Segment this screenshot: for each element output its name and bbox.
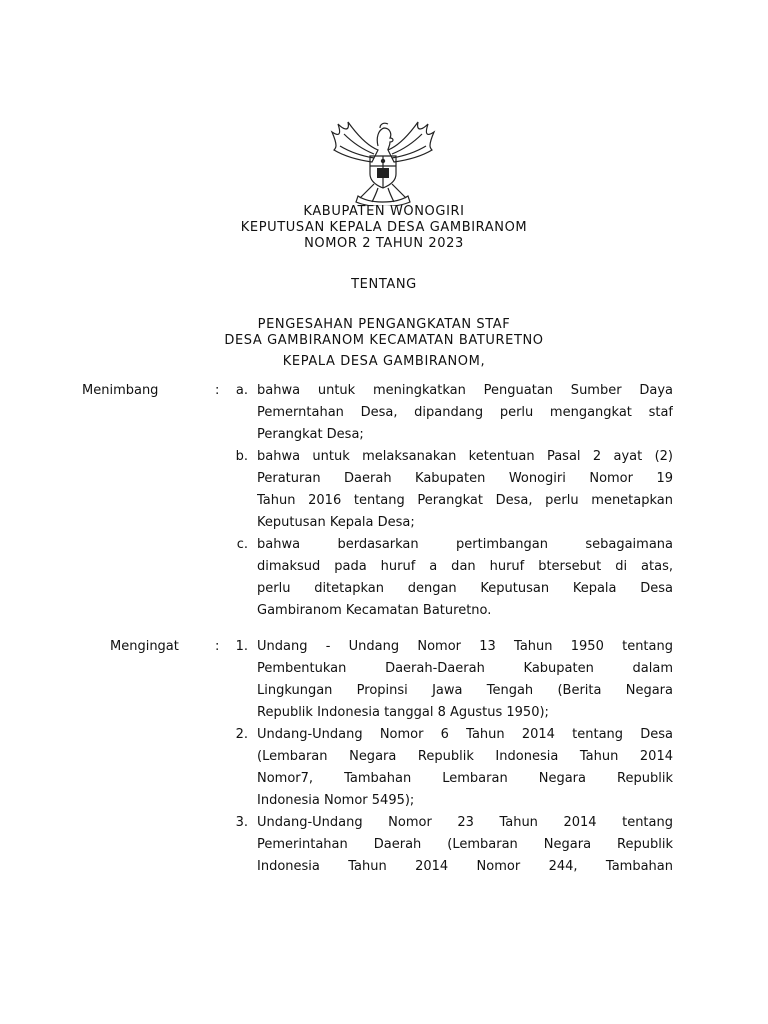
mengingat-1-line-3: Lingkungan Propinsi Jawa Tengah (Berita Negara: [257, 683, 673, 698]
mengingat-2-line-3: Nomor7, Tambahan Lembaran Negara Republik: [257, 771, 673, 786]
menimbang-a-line-3: Perangkat Desa;: [257, 427, 364, 442]
subject-line-2: DESA GAMBIRANOM KECAMATAN BATURETNO: [224, 333, 544, 348]
mengingat-1-line-4: Republik Indonesia tanggal 8 Agustus 1950);: [257, 705, 549, 720]
menimbang-marker-a: a.: [235, 383, 248, 398]
mengingat-marker-3: 3.: [235, 815, 248, 830]
menimbang-a-line-2: Pemerntahan Desa, dipandang perlu mengangkat staf: [257, 405, 673, 420]
mengingat-colon: :: [215, 639, 220, 654]
mengingat-marker-1: 1.: [235, 639, 248, 654]
menimbang-c-line-2: dimaksud pada huruf a dan huruf btersebut di atas,: [257, 559, 673, 574]
menimbang-label: Menimbang: [82, 383, 159, 398]
mengingat-2-line-2: (Lembaran Negara Republik Indonesia Tahun 2014: [257, 749, 673, 764]
menimbang-b-line-2: Peraturan Daerah Kabupaten Wonogiri Nomor 19: [257, 471, 673, 486]
menimbang-colon: :: [215, 383, 220, 398]
mengingat-3-line-3: Indonesia Tahun 2014 Nomor 244, Tambahan: [257, 859, 673, 874]
official-title: KEPALA DESA GAMBIRANOM,: [282, 354, 486, 369]
mengingat-1-line-2: Pembentukan Daerah-Daerah Kabupaten dalam: [257, 661, 673, 676]
menimbang-c-line-1: bahwa berdasarkan pertimbangan sebagaimana: [257, 537, 673, 552]
subject-line-1: PENGESAHAN PENGANGKATAN STAF: [257, 317, 511, 332]
garuda-emblem: [328, 116, 438, 206]
mengingat-1-line-1: Undang - Undang Nomor 13 Tahun 1950 tentang: [257, 639, 673, 654]
menimbang-b-line-3: Tahun 2016 tentang Perangkat Desa, perlu menetapkan: [257, 493, 673, 508]
mengingat-2-line-1: Undang-Undang Nomor 6 Tahun 2014 tentang Desa: [257, 727, 673, 742]
menimbang-c-line-3: perlu ditetapkan dengan Keputusan Kepala Desa: [257, 581, 673, 596]
regency-name: KABUPATEN WONOGIRI: [303, 204, 465, 219]
menimbang-marker-c: c.: [236, 537, 248, 552]
mengingat-2-line-4: Indonesia Nomor 5495);: [257, 793, 415, 808]
menimbang-b-line-1: bahwa untuk melaksanakan ketentuan Pasal 2 ayat (2): [257, 449, 673, 464]
decree-number: NOMOR 2 TAHUN 2023: [304, 236, 464, 251]
tentang-heading: TENTANG: [351, 277, 417, 292]
mengingat-label: Mengingat: [110, 639, 179, 654]
menimbang-c-line-4: Gambiranom Kecamatan Baturetno.: [257, 603, 492, 618]
menimbang-marker-b: b.: [235, 449, 248, 464]
menimbang-a-line-1: bahwa untuk meningkatkan Penguatan Sumber Daya: [257, 383, 673, 398]
mengingat-3-line-1: Undang-Undang Nomor 23 Tahun 2014 tentang: [257, 815, 673, 830]
decree-title: KEPUTUSAN KEPALA DESA GAMBIRANOM: [240, 220, 528, 235]
menimbang-b-line-4: Keputusan Kepala Desa;: [257, 515, 415, 530]
mengingat-marker-2: 2.: [235, 727, 248, 742]
mengingat-3-line-2: Pemerintahan Daerah (Lembaran Negara Republik: [257, 837, 673, 852]
